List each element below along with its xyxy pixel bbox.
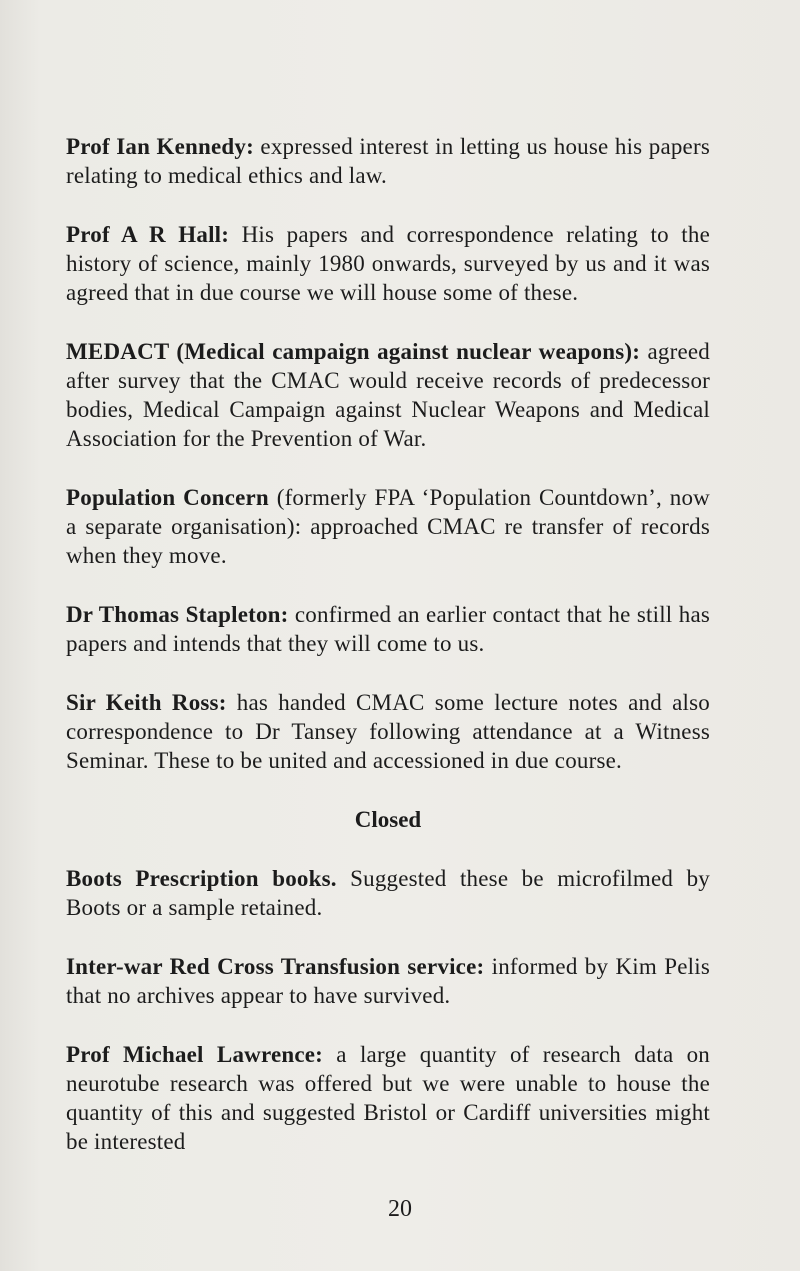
entry-michael-lawrence [66, 1040, 710, 1156]
entry-name: Sir Keith Ross: [66, 690, 227, 715]
page-number: 20 [388, 1196, 412, 1222]
entry-ian-kennedy [66, 132, 710, 190]
entry-text: agreed after survey that the CMAC would receive records of predecessor bodies, Medical Campaign against Nuclear Weapons and Medical Association for the Prevention of War. [66, 339, 711, 451]
entry-text: has handed CMAC some lecture notes and also correspondence to Dr Tansey following attendance at a Witness Seminar. These to be united and accessioned in due course. [66, 690, 710, 773]
entry-name: Prof A R Hall: [66, 222, 230, 247]
entry-text: (formerly FPA ‘Population Countdown’, now a separate organisation): approached CMAC re transfer of records when they move. [66, 485, 710, 568]
entry-text: informed by Kim Pelis that no archives appear to have survived. [66, 954, 710, 1008]
entry-text: expressed interest in letting us house his papers relating to medical ethics and law. [66, 134, 710, 188]
entry-keith-ross [66, 688, 710, 775]
entry-name: Inter-war Red Cross Transfusion service: [66, 954, 485, 979]
entry-a-r-hall [66, 220, 710, 307]
entry-name: Population Concern [66, 485, 269, 510]
entry-population-concern [66, 483, 710, 570]
entry-medact [66, 337, 710, 453]
entry-name: Prof Michael Lawrence: [66, 1042, 324, 1067]
document-body [66, 132, 710, 1186]
entry-thomas-stapleton [66, 600, 710, 658]
entry-name: Boots Prescription books. [66, 866, 337, 891]
entry-text: a large quantity of research data on neurotube research was offered but we were unable to house the quantity of this and suggested Bristol or Cardiff universities might be interested [66, 1042, 711, 1154]
entry-name: Prof Ian Kennedy: [66, 134, 254, 159]
entry-text: Suggested these be microfilmed by Boots or a sample retained. [66, 866, 710, 920]
entry-text: His papers and correspondence relating to the history of science, mainly 1980 onwards, surveyed by us and it was agreed that in due course we will house some of these. [66, 222, 710, 305]
entry-red-cross-transfusion [66, 952, 710, 1010]
entry-name: MEDACT (Medical campaign against nuclear weapons): [66, 339, 641, 364]
entry-boots-prescription-books [66, 864, 710, 922]
entry-text: confirmed an earlier contact that he still has papers and intends that they will come to us. [66, 602, 711, 656]
entry-name: Dr Thomas Stapleton: [66, 602, 289, 627]
closed-section-heading: Closed [354, 807, 422, 832]
